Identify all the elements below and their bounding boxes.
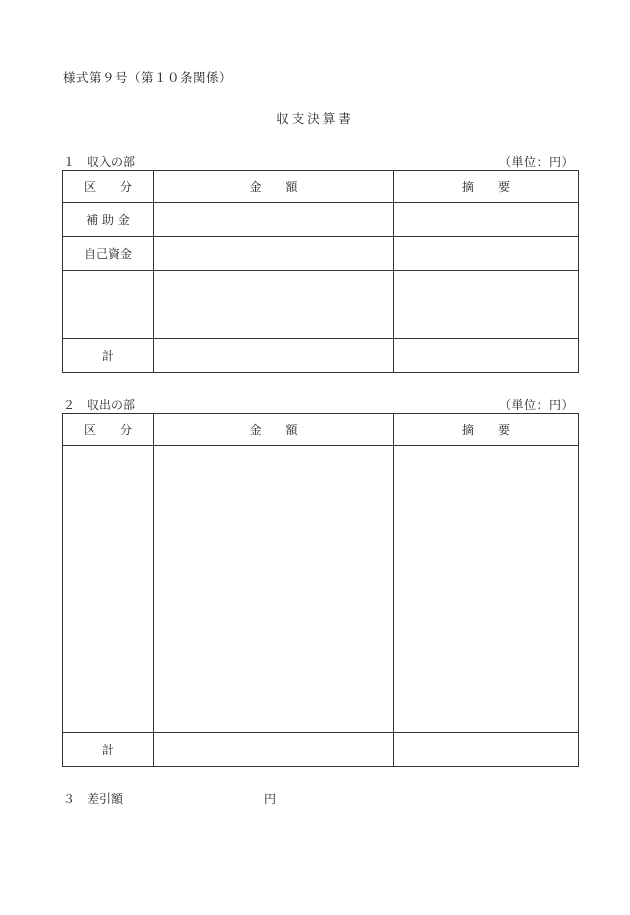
income-total-label: 計 <box>63 339 154 373</box>
expense-header-note: 摘 要 <box>394 414 579 446</box>
income-row-amount-cell[interactable] <box>154 271 394 339</box>
income-row-note-cell[interactable] <box>394 271 579 339</box>
income-table <box>62 170 579 373</box>
expense-header-amount: 金 額 <box>154 414 394 446</box>
income-total-note-cell[interactable] <box>394 339 579 373</box>
document-title: 収支決算書 <box>276 111 354 126</box>
expense-total-row <box>63 733 579 767</box>
income-row-category[interactable] <box>63 271 154 339</box>
income-total-amount-cell[interactable] <box>154 339 394 373</box>
income-section-heading: １ 収入の部 <box>63 155 136 169</box>
expense-header-category: 区 分 <box>63 414 154 446</box>
expense-total-amount-cell[interactable] <box>154 733 394 767</box>
expense-table <box>62 413 579 767</box>
income-row-note-cell[interactable] <box>394 237 579 271</box>
income-row-category: 補 助 金 <box>63 203 154 237</box>
income-unit-label: （単位：円） <box>498 155 574 169</box>
income-row-own-funds <box>63 237 579 271</box>
income-row-note-cell[interactable] <box>394 203 579 237</box>
expense-row-amount-cell[interactable] <box>154 446 394 733</box>
expense-total-note-cell[interactable] <box>394 733 579 767</box>
income-total-row <box>63 339 579 373</box>
balance-label: ３ 差引額 <box>63 792 124 806</box>
income-row-subsidy <box>63 203 579 237</box>
expense-header-row <box>63 414 579 446</box>
income-row-blank <box>63 271 579 339</box>
income-header-amount: 金 額 <box>154 171 394 203</box>
income-header-note: 摘 要 <box>394 171 579 203</box>
expense-section-heading: ２ 収出の部 <box>63 398 136 412</box>
expense-total-label: 計 <box>63 733 154 767</box>
expense-row-blank <box>63 446 579 733</box>
income-header-category: 区 分 <box>63 171 154 203</box>
expense-unit-label: （単位：円） <box>498 398 574 412</box>
expense-row-category[interactable] <box>63 446 154 733</box>
form-number: 様式第９号（第１０条関係） <box>63 70 233 85</box>
balance-unit: 円 <box>264 792 277 806</box>
income-header-row <box>63 171 579 203</box>
income-row-amount-cell[interactable] <box>154 203 394 237</box>
income-row-amount-cell[interactable] <box>154 237 394 271</box>
income-row-category: 自己資金 <box>63 237 154 271</box>
expense-row-note-cell[interactable] <box>394 446 579 733</box>
